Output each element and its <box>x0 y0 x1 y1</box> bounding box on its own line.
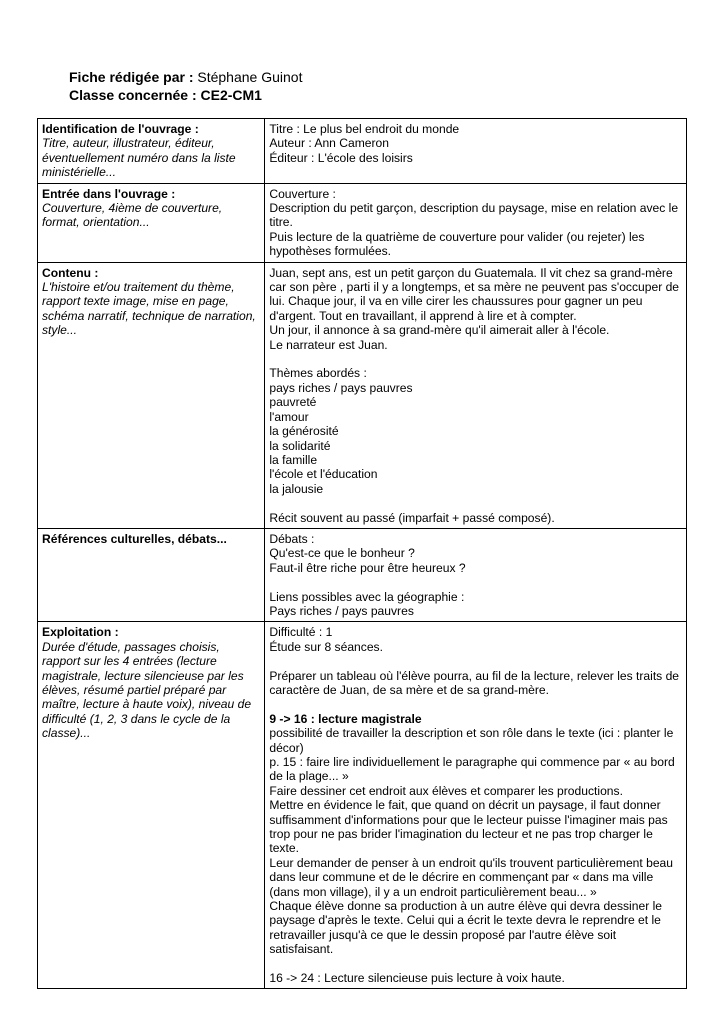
content-line: Juan, sept ans, est un petit garçon du Guatemala. Il vit chez sa grand-mère car son père , parti il y a longtemps, et sa mère ne peuvent pas s'occuper de lui. Chaque jour, il va en ville cirer les chaussures pour gagner un peu d'argent. Tout en travaillant, il apprend à lire et à compter. <box>269 265 680 323</box>
content-line: Pays riches / pays pauvres <box>269 603 414 618</box>
content-line: la jalousie <box>269 481 324 496</box>
content-line: Leur demander de penser à un endroit qu'ils trouvent particulièrement beau dans leur commune et de le décrire en commençant par « dans ma ville (dans mon village), il y a un endroit particulièrement beau... » <box>269 855 674 899</box>
content-line: Éditeur : L'école des loisirs <box>269 150 413 165</box>
blank-line <box>269 697 682 711</box>
row-content-cell <box>265 183 687 262</box>
content-line: Auteur : Ann Cameron <box>269 136 390 151</box>
row-title: Exploitation : <box>42 625 119 640</box>
blank-line <box>269 957 682 971</box>
content-line: Qu'est-ce que le bonheur ? <box>269 546 415 561</box>
content-line: l'école et l'éducation <box>269 467 378 482</box>
sheet-row <box>38 528 687 621</box>
content-line: la générosité <box>269 424 339 439</box>
author-value: Stéphane Guinot <box>197 69 303 85</box>
sheet-row <box>38 119 687 184</box>
author-line <box>69 68 302 86</box>
content-line: 16 -> 24 : Lecture silencieuse puis lecture à voix haute. <box>269 971 565 986</box>
content-line: l'amour <box>269 409 309 424</box>
row-title: Références culturelles, débats... <box>42 531 227 546</box>
content-line: Difficulté : 1 <box>269 625 333 640</box>
blank-line <box>269 654 682 668</box>
content-line: pauvreté <box>269 395 317 410</box>
content-line: 9 -> 16 : lecture magistrale <box>269 711 422 726</box>
row-content-cell <box>265 119 687 184</box>
content-line: Étude sur 8 séances. <box>269 639 383 654</box>
content-line: Faut-il être riche pour être heureux ? <box>269 560 466 575</box>
row-description: Couverture, 4ième de couverture, format, orientation... <box>42 201 223 230</box>
row-description: L'histoire et/ou traitement du thème, rapport texte image, mise en page, schéma narratif, technique de narration, style... <box>42 280 256 338</box>
content-line: Le narrateur est Juan. <box>269 337 388 352</box>
row-content-cell <box>265 528 687 621</box>
content-line: Faire dessiner cet endroit aux élèves et comparer les productions. <box>269 783 623 798</box>
blank-line <box>269 575 682 589</box>
author-label: Fiche rédigée par : <box>69 69 198 85</box>
content-line: Préparer un tableau où l'élève pourra, au fil de la lecture, relever les traits de caractère de Juan, de sa mère et de sa grand-mère. <box>269 668 680 697</box>
row-label-cell <box>38 183 265 262</box>
row-content-cell <box>265 622 687 989</box>
content-line: pays riches / pays pauvres <box>269 380 413 395</box>
row-description: Durée d'étude, passages choisis, rapport sur les 4 entrées (lecture magistrale, lecture silencieuse par les élèves, résumé partiel préparé par maître, lecture à haute voix), niveau de difficulté (1, 2, 3 dans le cycle de la classe)... <box>42 639 252 741</box>
row-label-cell <box>38 119 265 184</box>
row-description: Titre, auteur, illustrateur, éditeur, éventuellement numéro dans la liste ministérielle... <box>42 136 236 180</box>
row-label-cell <box>38 622 265 989</box>
class-line <box>69 86 302 104</box>
content-line: Thèmes abordés : <box>269 366 367 381</box>
row-title: Entrée dans l'ouvrage : <box>42 186 176 201</box>
sheet-row <box>38 262 687 528</box>
content-line: p. 15 : faire lire individuellement le paragraphe qui commence par « au bord de la plage... » <box>269 754 675 784</box>
sheet-row <box>38 183 687 262</box>
book-sheet-table <box>37 118 687 989</box>
document-header <box>69 68 302 104</box>
class-value: CE2-CM1 <box>200 87 262 103</box>
content-line: Liens possibles avec la géographie : <box>269 589 465 604</box>
content-line: possibilité de travailler la description et son rôle dans le texte (ici : planter le décor) <box>269 726 674 755</box>
content-line: Chaque élève donne sa production à un autre élève qui devra dessiner le paysage d'après le texte. Celui qui a écrit le texte devra le reprendre et le retravailler jusqu'à ce que le dessin proposé par l'autre élève soit satisfaisant. <box>269 899 662 957</box>
content-line: Couverture : <box>269 186 336 201</box>
content-line: Titre : Le plus bel endroit du monde <box>269 122 460 136</box>
content-line: la solidarité <box>269 438 331 453</box>
row-content-cell <box>265 262 687 528</box>
row-label-cell <box>38 262 265 528</box>
sheet-row <box>38 622 687 989</box>
row-title: Identification de l'ouvrage : <box>42 122 199 136</box>
content-line: Récit souvent au passé (imparfait + passé composé). <box>269 510 555 525</box>
blank-line <box>269 352 682 366</box>
content-line: Mettre en évidence le fait, que quand on décrit un paysage, il faut donner suffisamment d'informations pour que le lecteur puisse l'imaginer mais pas trop pour ne pas brider l'imagination du lecteur et ne pas trop charger le texte. <box>269 798 668 856</box>
content-line: la famille <box>269 452 318 467</box>
row-label-cell <box>38 528 265 621</box>
blank-line <box>269 496 682 510</box>
content-line: Un jour, il annonce à sa grand-mère qu'il aimerait aller à l'école. <box>269 323 610 338</box>
class-label: Classe concernée : <box>69 87 201 103</box>
content-line: Description du petit garçon, description du paysage, mise en relation avec le titre. <box>269 201 679 230</box>
content-line: Puis lecture de la quatrième de couverture pour valider (ou rejeter) les hypothèses formulées. <box>269 229 645 259</box>
row-title: Contenu : <box>42 265 99 280</box>
content-line: Débats : <box>269 531 315 546</box>
